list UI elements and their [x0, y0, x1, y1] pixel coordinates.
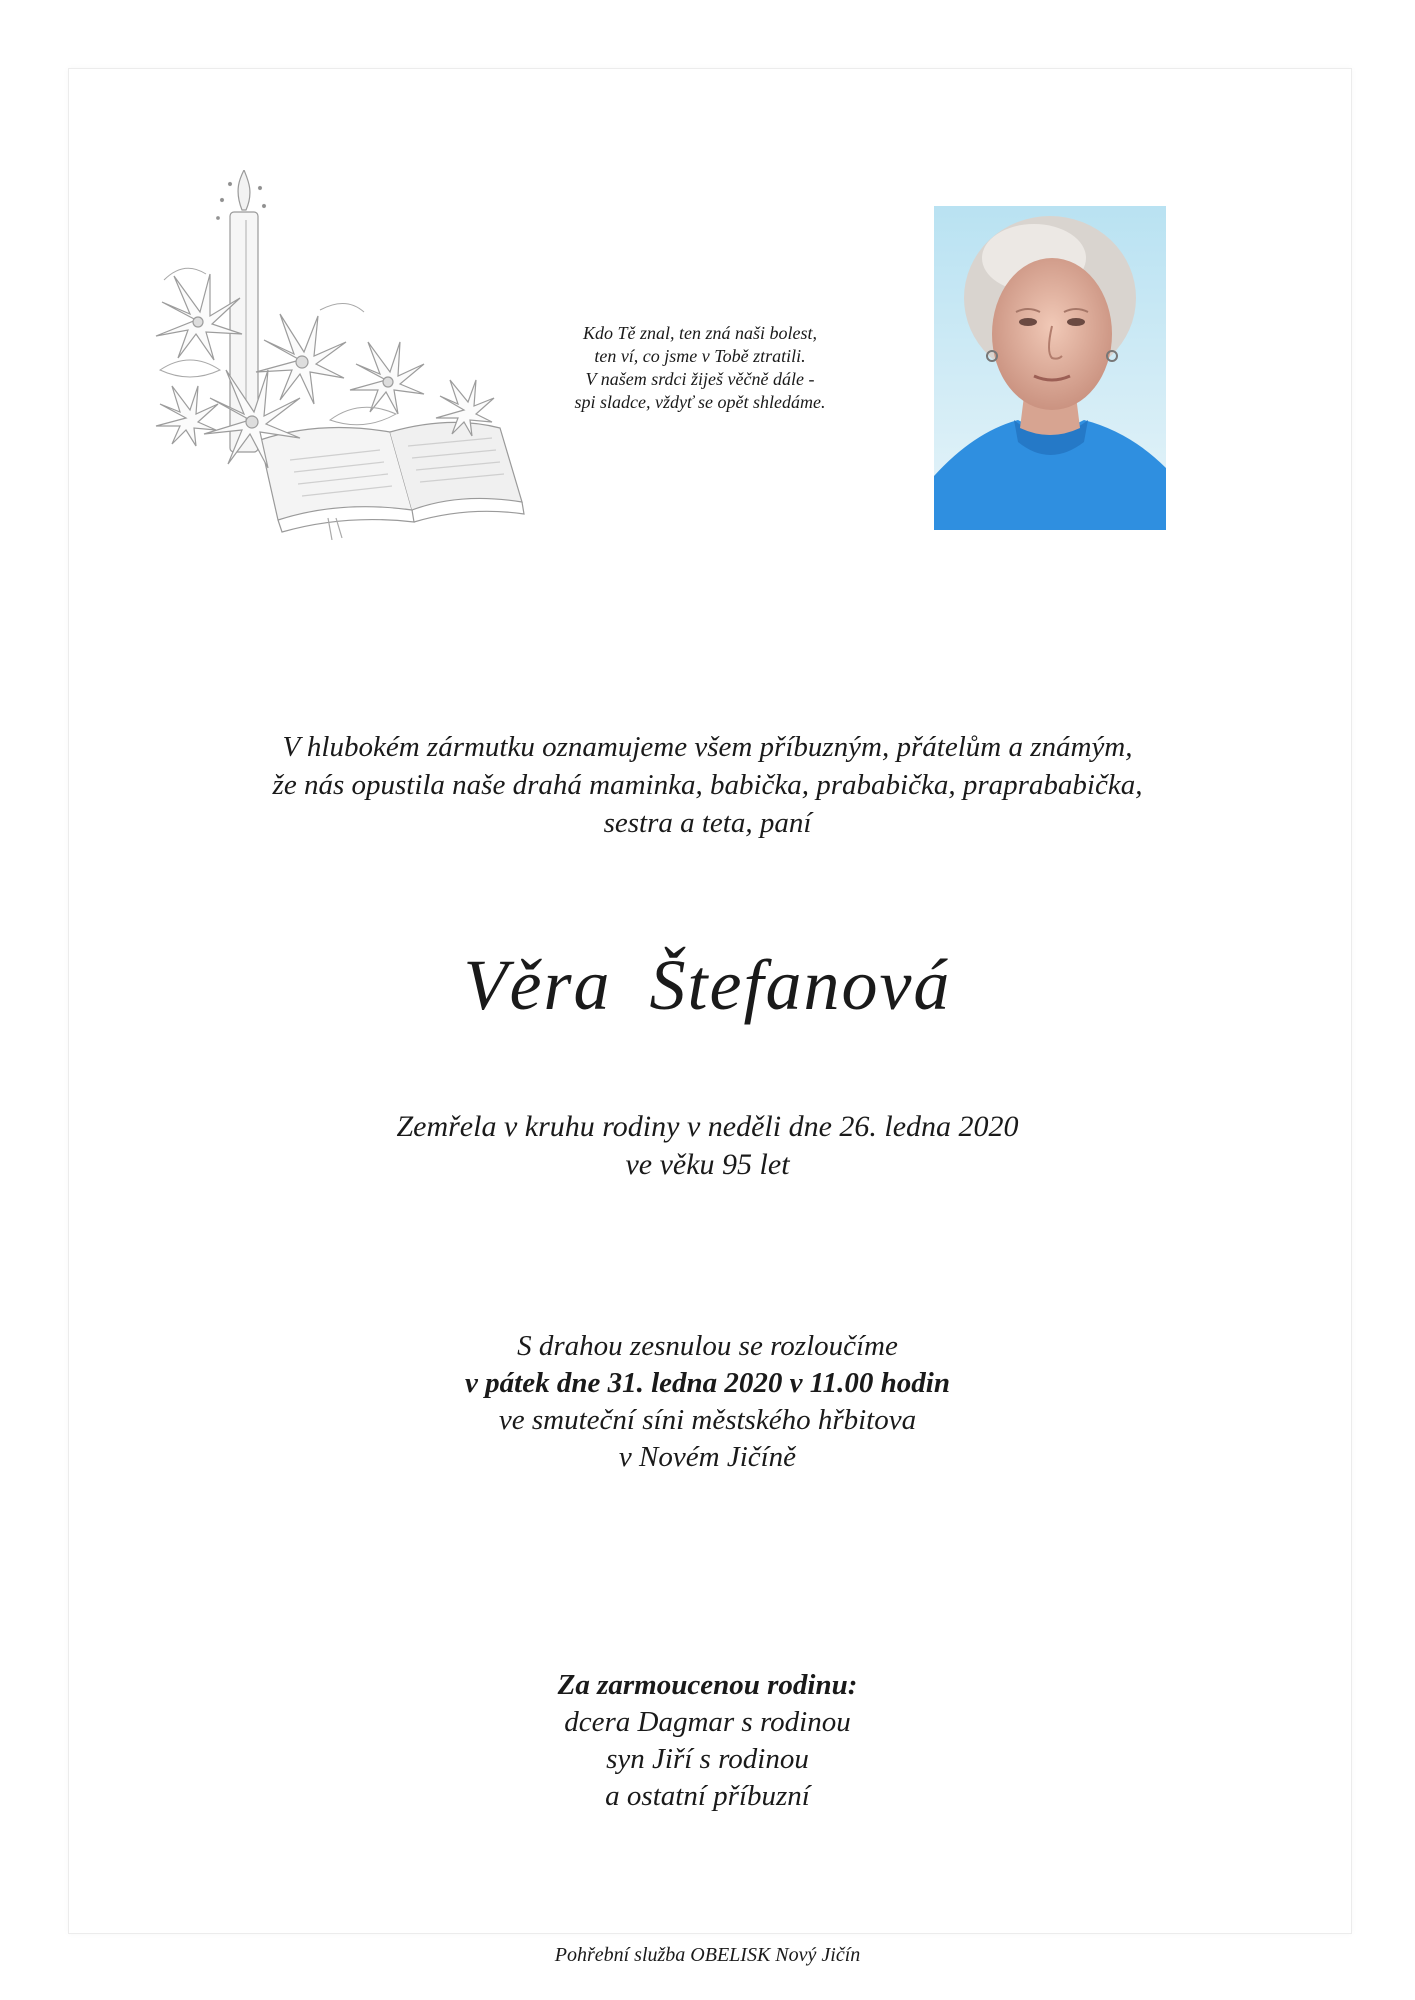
farewell-line: ve smuteční síni městského hřbitova — [498, 1404, 917, 1436]
verse-line: spi sladce, vždyť se opět shledáme. — [574, 392, 826, 412]
farewell-info — [100, 1328, 1315, 1476]
family-signature — [100, 1667, 1315, 1815]
death-line: Zemřela v kruhu rodiny v neděli dne 26. ledna 2020 — [396, 1110, 1019, 1143]
funeral-service-footer: Pohřební služba OBELISK Nový Jičín — [554, 1944, 861, 1966]
death-line: ve věku 95 let — [625, 1148, 790, 1181]
family-member: dcera Dagmar s rodinou — [564, 1706, 851, 1738]
verse-line: ten ví, co jsme v Tobě ztratili. — [594, 346, 806, 366]
deceased-name: Věra Štefanová — [463, 945, 952, 1025]
portrait-photo — [934, 206, 1166, 530]
family-member: syn Jiří s rodinou — [606, 1743, 809, 1775]
memorial-verse — [500, 322, 900, 414]
verse-line: V našem srdci žiješ věčně dále - — [585, 369, 815, 389]
farewell-line: v Novém Jičíně — [618, 1441, 797, 1473]
announcement-line: V hlubokém zármutku oznamujeme všem příbuzným, přátelům a známým, — [282, 731, 1133, 763]
family-heading: Za zarmoucenou rodinu: — [557, 1669, 858, 1701]
announcement-text — [100, 728, 1315, 842]
verse-line: Kdo Tě znal, ten zná naši bolest, — [582, 323, 817, 343]
farewell-line: S drahou zesnulou se rozloučíme — [517, 1330, 898, 1362]
family-member: a ostatní příbuzní — [605, 1780, 810, 1812]
announcement-line: že nás opustila naše drahá maminka, babička, prababička, praprababička, — [272, 769, 1143, 801]
farewell-date-time: v pátek dne 31. ledna 2020 v 11.00 hodin — [465, 1367, 950, 1399]
announcement-line: sestra a teta, paní — [603, 807, 812, 839]
candle-book-lilies-illustration — [150, 170, 530, 540]
death-info — [100, 1108, 1315, 1184]
